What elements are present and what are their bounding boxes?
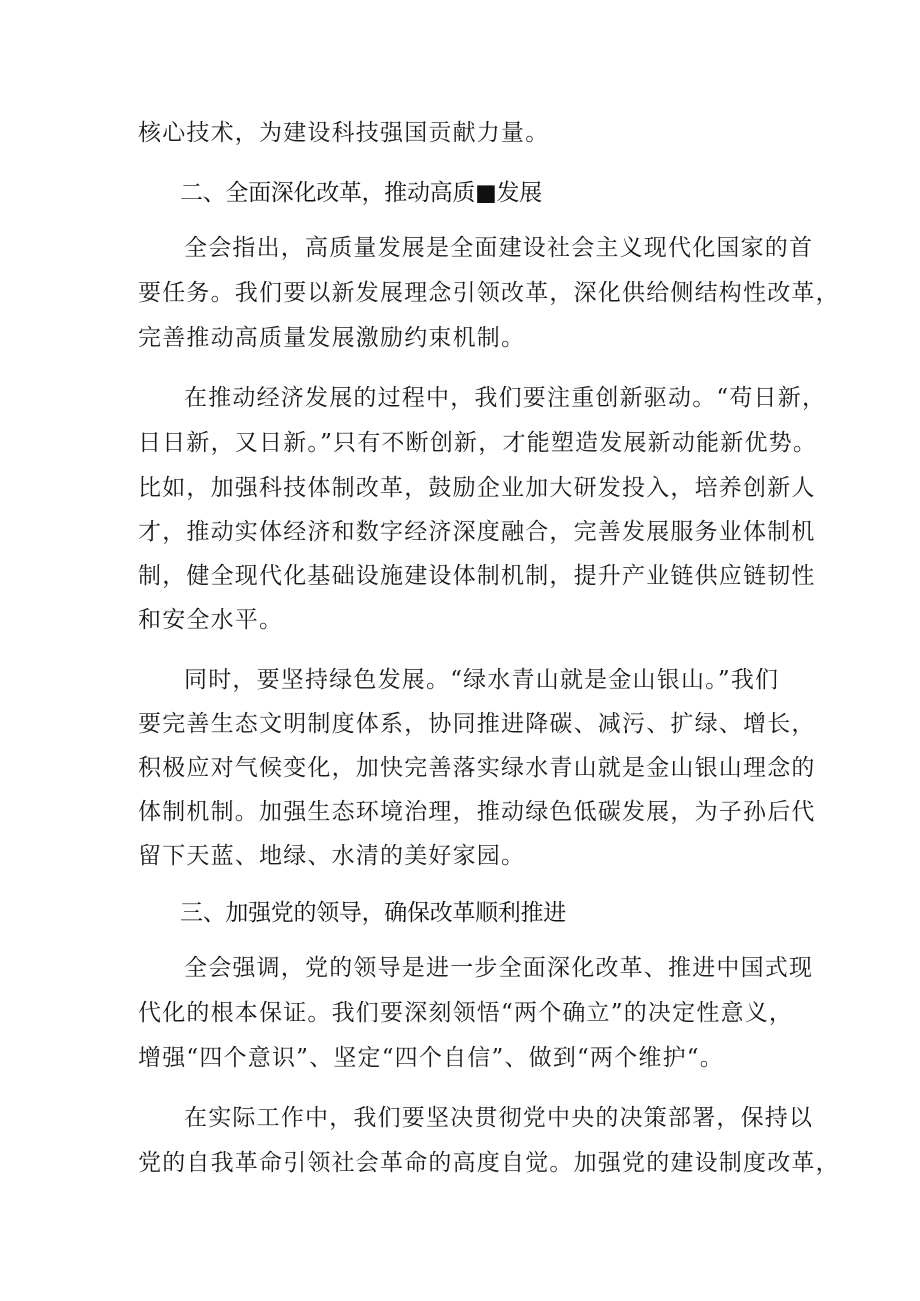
text-line: 党的自我革命引领社会革命的高度自觉。加强党的建设制度改革， xyxy=(138,1150,840,1176)
text-line: 制，健全现代化基础设施建设体制机制，提升产业链供应链韧性 xyxy=(138,563,816,589)
text-line: 体制机制。加强生态环境治理，推动绿色低碳发展，为子孙后代 xyxy=(138,799,816,825)
text-line: 同时，要坚持绿色发展。“绿水青山就是金山银山。”我们 xyxy=(184,667,780,693)
text-line: 要完善生态文明制度体系，协同推进降碳、减污、扩绿、增长， xyxy=(138,711,816,737)
text-line: 在推动经济发展的过程中，我们要注重创新驱动。“苟日新， xyxy=(184,385,827,411)
text-line: 日日新，又日新。”只有不断创新，才能塑造发展新动能新优势。 xyxy=(138,430,818,456)
text-line: 和安全水平。 xyxy=(138,607,284,633)
text-line: 全会指出，高质量发展是全面建设社会主义现代化国家的首 xyxy=(184,235,814,261)
text-line: 核心技术，为建设科技强国贡献力量。 xyxy=(138,120,550,146)
text-line: 在实际工作中，我们要坚决贯彻党中央的决策部署，保持以 xyxy=(184,1105,814,1131)
text-line: 比如，加强科技体制改革，鼓励企业加大研发投入，培养创新人 xyxy=(138,475,816,501)
text-line: 代化的根本保证。我们要深刻领悟“两个确立”的决定性意义， xyxy=(138,1000,794,1026)
text-line: 留下天蓝、地绿、水清的美好家园。 xyxy=(138,843,526,869)
section-heading-2: 二、全面深化改革，推动高质■发展 xyxy=(180,180,542,206)
section-heading-3: 三、加强党的领导，确保改革顺利推进 xyxy=(180,900,566,926)
text-line: 才，推动实体经济和数字经济深度融合，完善发展服务业体制机 xyxy=(138,519,816,545)
text-line: 增强“四个意识”、坚定“四个自信”、做到“两个维护“。 xyxy=(138,1045,724,1071)
text-line: 要任务。我们要以新发展理念引领改革，深化供给侧结构性改革， xyxy=(138,280,840,306)
text-line: 完善推动高质量发展激励约束机制。 xyxy=(138,325,526,351)
text-line: 积极应对气候变化，加快完善落实绿水青山就是金山银山理念的 xyxy=(138,755,816,781)
text-line: 全会强调，党的领导是进一步全面深化改革、推进中国式现 xyxy=(184,955,814,981)
